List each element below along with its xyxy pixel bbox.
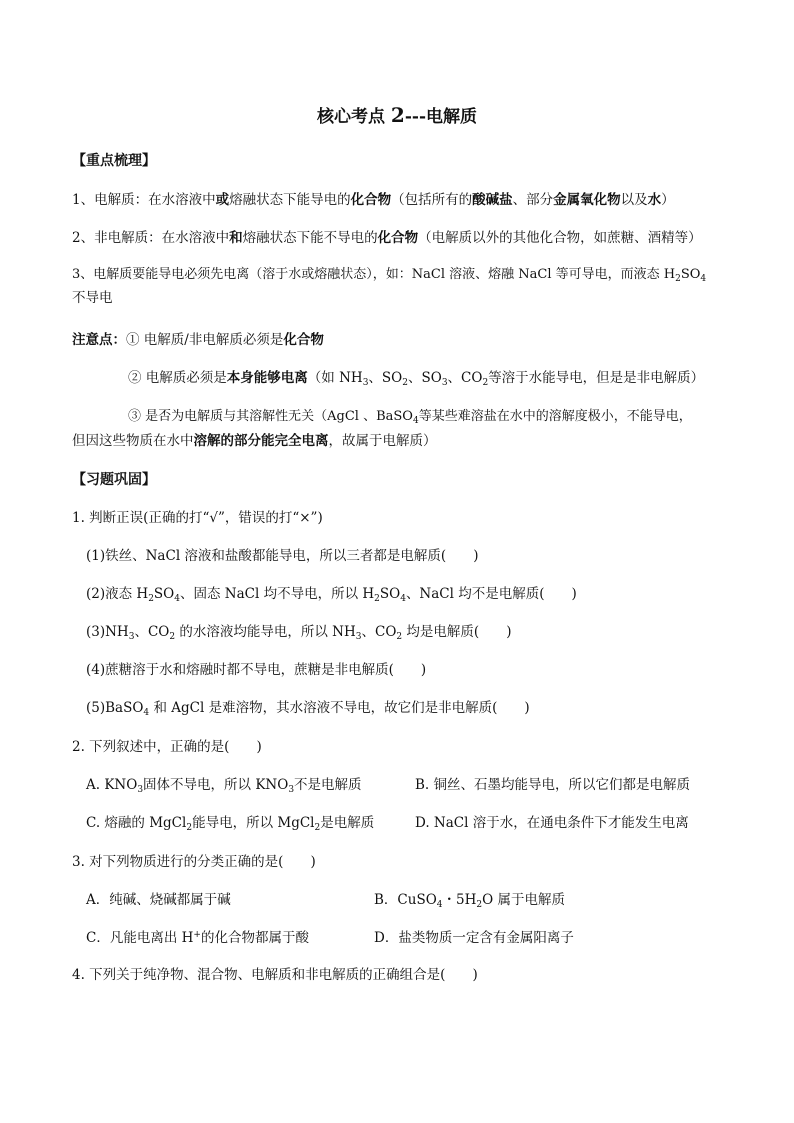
question-1-item-3: $(3)NH_3$、$CO_2$ 的水溶液均能导电，所以 $NH_3$、$CO_2$ 均是电解质( ) — [86, 624, 512, 642]
title-prefix: 核心考点 — [316, 107, 385, 127]
question-2-stem: 2. 下列叙述中，正确的是( ) — [72, 739, 262, 755]
notes-label: 注意点： — [72, 332, 126, 348]
section-heading-exercises: 【习题巩固】 — [72, 472, 156, 488]
question-2-option-b: B. 铜丝、石墨均能导电，所以它们都是电解质 — [415, 777, 691, 793]
question-3-option-d: D．盐类物质一定含有金属阳离子 — [374, 930, 574, 946]
question-2-option-d: D. NaCl 溶于水，在通电条件下才能发生电离 — [415, 815, 689, 831]
question-2-option-c: C. 熔融的 MgCl$_2$能导电，所以 MgCl$_2$是电解质 — [86, 815, 375, 833]
question-2-option-a: A. $KNO_3$固体不导电，所以 $KNO_3$不是电解质 — [86, 777, 362, 795]
note-3-line-2: 但因这些物质在水中溶解的部分能完全电离，故属于电解质） — [72, 433, 437, 449]
question-4-stem: 4. 下列关于纯净物、混合物、电解质和非电解质的正确组合是( ) — [72, 967, 478, 983]
page-title — [0, 104, 794, 128]
point-2: 2、非电解质：在水溶液中和熔融状态下能不导电的化合物（电解质以外的其他化合物，如蔗糖、酒精等） — [72, 230, 702, 246]
question-1-item-1: (1)铁丝、NaCl 溶液和盐酸都能导电，所以三者都是电解质( ) — [86, 548, 479, 564]
question-1-item-2: (2)液态 $H_2SO_4$、固态 NaCl 均不导电，所以 $H_2SO_4$、NaCl 均不是电解质( ) — [86, 586, 577, 604]
question-1-item-4: (4)蔗糖溶于水和熔融时都不导电，蔗糖是非电解质( ) — [86, 662, 427, 678]
question-3-stem: 3. 对下列物质进行的分类正确的是( ) — [72, 854, 316, 870]
point-3-line-1: 3、电解质要能导电必须先电离（溶于水或熔融状态），如：NaCl 溶液、熔融 NaCl 等可导电，而液态 $H_2SO_4$ — [72, 267, 707, 284]
title-number: 2 — [390, 103, 405, 127]
section-heading-key-points: 【重点梳理】 — [72, 153, 156, 169]
question-3-option-a: A．纯碱、烧碱都属于碱 — [86, 892, 231, 908]
question-1-item-5: (5)BaSO$_4$ 和 AgCl 是难溶物，其水溶液不导电，故它们是非电解质( ) — [86, 700, 530, 718]
point-3-line-2: 不导电 — [72, 290, 113, 306]
question-1-stem: 1. 判断正误(正确的打“√”，错误的打“×”) — [72, 510, 323, 526]
point-1: 1、电解质：在水溶液中或熔融状态下能导电的化合物（包括所有的酸碱盐、部分金属氧化物以及水） — [72, 192, 675, 208]
note-2: ② 电解质必须是本身能够电离（如 $NH_3$、$SO_2$、$SO_3$、$CO_2$等溶于水能导电，但是是非电解质） — [128, 370, 705, 388]
question-3-option-c: C．凡能电离出 H+的化合物都属于酸 — [86, 930, 309, 946]
note-1: 注意点：① 电解质/非电解质必须是化合物 — [72, 332, 324, 348]
title-suffix: ---电解质 — [404, 107, 477, 127]
note-3-line-1: ③ 是否为电解质与其溶解性无关（AgCl 、BaSO$_4$等某些难溶盐在水中的溶解度极小，不能导电， — [128, 409, 692, 426]
question-3-option-b: B．CuSO$_4$・$5H_2O$ 属于电解质 — [374, 892, 565, 910]
